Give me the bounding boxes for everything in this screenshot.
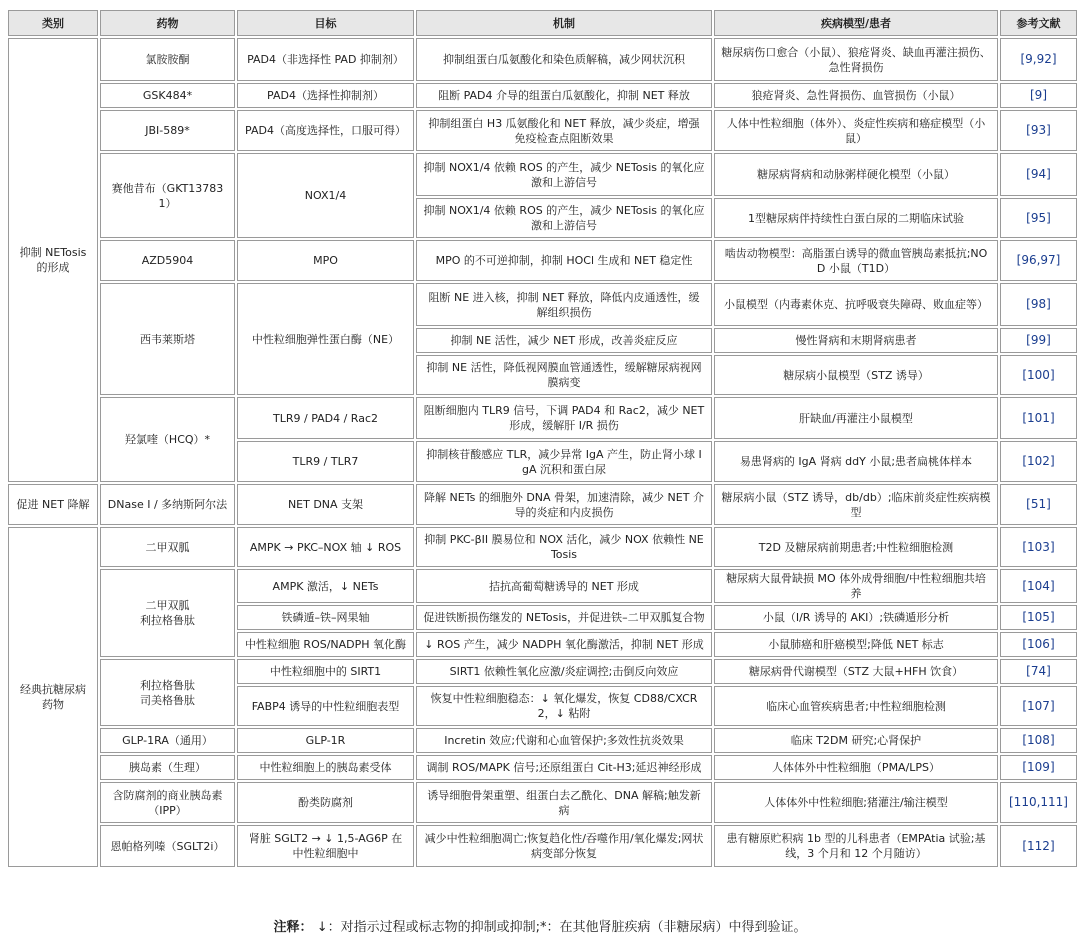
mechanism-cell: 减少中性粒细胞凋亡;恢复趋化性/吞噬作用/氧化爆发;网状病变部分恢复	[416, 825, 712, 867]
mechanism-cell: 诱导细胞骨架重塑、组蛋白去乙酰化、DNA 解稿;触发新病	[416, 782, 712, 823]
mechanism-cell: 抑制 PKC-βII 膜易位和 NOX 活化，减少 NOX 依赖性 NETosis	[416, 527, 712, 567]
table-row	[8, 569, 1077, 603]
reference-cell: [96,97]	[1000, 240, 1077, 281]
drug-cell: 西韦莱斯塔	[100, 283, 235, 395]
model-cell: 啮齿动物模型：高脂蛋白诱导的微血管胰岛素抵抗;NOD 小鼠（T1D）	[714, 240, 998, 281]
reference-cell: [98]	[1000, 283, 1077, 326]
reference-cell: [99]	[1000, 328, 1077, 353]
target-cell: GLP-1R	[237, 728, 414, 753]
reference-cell: [106]	[1000, 632, 1077, 657]
drug-cell: DNase I / 多纳斯阿尔法	[100, 484, 235, 525]
target-cell: TLR9 / TLR7	[237, 441, 414, 482]
category-cell: 促进 NET 降解	[8, 484, 98, 525]
model-cell: 小鼠肺癌和肝癌模型;降低 NET 标志	[714, 632, 998, 657]
model-cell: 糖尿病小鼠（STZ 诱导，db/db）;临床前炎症性疾病模型	[714, 484, 998, 525]
header-drug: 药物	[100, 10, 235, 36]
drug-table-container	[6, 8, 1075, 869]
target-cell: AMPK 激活，↓ NETs	[237, 569, 414, 603]
table-row	[8, 755, 1077, 780]
table-row	[8, 283, 1077, 326]
table-row	[8, 659, 1077, 684]
table-footnote	[0, 916, 1080, 935]
table-row	[8, 728, 1077, 753]
header-target: 目标	[237, 10, 414, 36]
reference-cell: [9,92]	[1000, 38, 1077, 81]
reference-cell: [51]	[1000, 484, 1077, 525]
footnote-text: ↓：对指示过程或标志物的抑制或抑制;*：在其他肾脏疾病（非糖尿病）中得到验证。	[316, 920, 807, 935]
target-cell: 中性粒细胞 ROS/NADPH 氧化酶	[237, 632, 414, 657]
mechanism-cell: Incretin 效应;代谢和心血管保护;多效性抗炎效果	[416, 728, 712, 753]
reference-cell: [102]	[1000, 441, 1077, 482]
footnote-label: 注释：	[273, 920, 313, 935]
drug-cell: 二甲双胍 利拉格鲁肽	[100, 569, 235, 657]
reference-cell: [110,111]	[1000, 782, 1077, 823]
table-row	[8, 110, 1077, 151]
drug-cell: GLP-1RA（通用）	[100, 728, 235, 753]
model-cell: 狼疮肾炎、急性肾损伤、血管损伤（小鼠）	[714, 83, 998, 108]
reference-cell: [94]	[1000, 153, 1077, 196]
mechanism-cell: 抑制 NE 活性，减少 NET 形成，改善炎症反应	[416, 328, 712, 353]
reference-cell: [100]	[1000, 355, 1077, 395]
table-row	[8, 782, 1077, 823]
target-cell: FABP4 诱导的中性粒细胞表型	[237, 686, 414, 726]
model-cell: 人体中性粒细胞（体外）、炎症性疾病和癌症模型（小鼠）	[714, 110, 998, 151]
drug-cell: AZD5904	[100, 240, 235, 281]
mechanism-cell: 抑制 NOX1/4 依赖 ROS 的产生，减少 NETosis 的氧化应激和上游信号	[416, 153, 712, 196]
model-cell: 人体体外中性粒细胞（PMA/LPS）	[714, 755, 998, 780]
reference-cell: [107]	[1000, 686, 1077, 726]
reference-cell: [93]	[1000, 110, 1077, 151]
mechanism-cell: ↓ ROS 产生，减少 NADPH 氧化酶激活，抑制 NET 形成	[416, 632, 712, 657]
mechanism-cell: 阻断细胞内 TLR9 信号，下调 PAD4 和 Rac2，减少 NET 形成，缓解肝 I/R 损伤	[416, 397, 712, 439]
table-row	[8, 38, 1077, 81]
model-cell: T2D 及糖尿病前期患者;中性粒细胞检测	[714, 527, 998, 567]
drug-cell: JBI-589*	[100, 110, 235, 151]
target-cell: 肾脏 SGLT2 → ↓ 1,5-AG6P 在中性粒细胞中	[237, 825, 414, 867]
model-cell: 人体体外中性粒细胞;猪灌注/输注模型	[714, 782, 998, 823]
table-row	[8, 825, 1077, 867]
model-cell: 易患肾病的 IgA 肾病 ddY 小鼠;患者扁桃体样本	[714, 441, 998, 482]
target-cell: 中性粒细胞中的 SIRT1	[237, 659, 414, 684]
target-cell: NOX1/4	[237, 153, 414, 238]
drug-cell: 含防腐剂的商业胰岛素（IPP）	[100, 782, 235, 823]
mechanism-cell: 阻断 PAD4 介导的组蛋白瓜氨酸化，抑制 NET 释放	[416, 83, 712, 108]
reference-cell: [103]	[1000, 527, 1077, 567]
mechanism-cell: 促进铁断损伤继发的 NETosis，并促进铁–二甲双胍复合物	[416, 605, 712, 630]
reference-cell: [108]	[1000, 728, 1077, 753]
mechanism-cell: 降解 NETs 的细胞外 DNA 骨架，加速清除，减少 NET 介导的炎症和内皮损伤	[416, 484, 712, 525]
model-cell: 糖尿病肾病和动脉粥样硬化模型（小鼠）	[714, 153, 998, 196]
mechanism-cell: 拮抗高葡萄糖诱导的 NET 形成	[416, 569, 712, 603]
reference-cell: [95]	[1000, 198, 1077, 238]
table-row	[8, 153, 1077, 196]
mechanism-cell: MPO 的不可逆抑制，抑制 HOCl 生成和 NET 稳定性	[416, 240, 712, 281]
model-cell: 临床 T2DM 研究;心肾保护	[714, 728, 998, 753]
target-cell: PAD4（选择性抑制剂）	[237, 83, 414, 108]
reference-cell: [105]	[1000, 605, 1077, 630]
drug-cell: 氯胺胺酮	[100, 38, 235, 81]
drug-cell: 赛他昔布（GKT137831）	[100, 153, 235, 238]
mechanism-cell: 调制 ROS/MAPK 信号;还原组蛋白 Cit-H3;延迟神经形成	[416, 755, 712, 780]
mechanism-cell: 恢复中性粒细胞稳态：↓ 氧化爆发，恢复 CD88/CXCR2，↓ 粘附	[416, 686, 712, 726]
mechanism-cell: 抑制核苷酸感应 TLR，减少异常 IgA 产生，防止肾小球 IgA 沉积和蛋白尿	[416, 441, 712, 482]
header-category: 类别	[8, 10, 98, 36]
model-cell: 糖尿病大鼠骨缺损 MO 体外成骨细胞/中性粒细胞共培养	[714, 569, 998, 603]
model-cell: 糖尿病小鼠模型（STZ 诱导）	[714, 355, 998, 395]
header-row	[8, 10, 1077, 36]
target-cell: PAD4（非选择性 PAD 抑制剂）	[237, 38, 414, 81]
model-cell: 慢性肾病和末期肾病患者	[714, 328, 998, 353]
target-cell: 酚类防腐剂	[237, 782, 414, 823]
reference-cell: [112]	[1000, 825, 1077, 867]
target-cell: AMPK → PKC–NOX 轴 ↓ ROS	[237, 527, 414, 567]
table-row	[8, 484, 1077, 525]
header-mechanism: 机制	[416, 10, 712, 36]
target-cell: 中性粒细胞上的胰岛素受体	[237, 755, 414, 780]
category-cell: 抑制 NETosis 的形成	[8, 38, 98, 482]
category-cell: 经典抗糖尿病药物	[8, 527, 98, 867]
reference-cell: [104]	[1000, 569, 1077, 603]
table-row	[8, 527, 1077, 567]
header-reference: 参考文献	[1000, 10, 1077, 36]
model-cell: 糖尿病骨代谢模型（STZ 大鼠+HFH 饮食）	[714, 659, 998, 684]
model-cell: 糖尿病伤口愈合（小鼠）、狼疮肾炎、缺血再灌注损伤、急性肾损伤	[714, 38, 998, 81]
model-cell: 小鼠（I/R 诱导的 AKI）;铁磷遁形分析	[714, 605, 998, 630]
table-row	[8, 240, 1077, 281]
mechanism-cell: 抑制 NE 活性，降低视网膜血管通透性，缓解糖尿病视网膜病变	[416, 355, 712, 395]
reference-cell: [9]	[1000, 83, 1077, 108]
drug-table	[6, 8, 1079, 869]
reference-cell: [109]	[1000, 755, 1077, 780]
mechanism-cell: 阻断 NE 进入核，抑制 NET 释放，降低内皮通透性，缓解组织损伤	[416, 283, 712, 326]
model-cell: 临床心血管疾病患者;中性粒细胞检测	[714, 686, 998, 726]
model-cell: 患有糖原贮积病 1b 型的儿科患者（EMPAtia 试验;基线，3 个月和 12 个月随访）	[714, 825, 998, 867]
mechanism-cell: 抑制 NOX1/4 依赖 ROS 的产生，减少 NETosis 的氧化应激和上游信号	[416, 198, 712, 238]
mechanism-cell: 抑制组蛋白瓜氨酸化和染色质解稿，减少网状沉积	[416, 38, 712, 81]
drug-cell: 二甲双胍	[100, 527, 235, 567]
model-cell: 1型糖尿病伴持续性白蛋白尿的二期临床试验	[714, 198, 998, 238]
mechanism-cell: SIRT1 依赖性氧化应激/炎症调控;击倒反向效应	[416, 659, 712, 684]
target-cell: TLR9 / PAD4 / Rac2	[237, 397, 414, 439]
drug-cell: 胰岛素（生理）	[100, 755, 235, 780]
drug-cell: 利拉格鲁肽 司美格鲁肽	[100, 659, 235, 726]
drug-cell: GSK484*	[100, 83, 235, 108]
target-cell: 中性粒细胞弹性蛋白酶（NE）	[237, 283, 414, 395]
target-cell: 铁磷遁–铁–网果轴	[237, 605, 414, 630]
drug-cell: 恩帕格列嗪（SGLT2i）	[100, 825, 235, 867]
mechanism-cell: 抑制组蛋白 H3 瓜氨酸化和 NET 释放，减少炎症，增强免疫检查点阻断效果	[416, 110, 712, 151]
table-row	[8, 83, 1077, 108]
target-cell: PAD4（高度选择性，口服可得）	[237, 110, 414, 151]
table-row	[8, 397, 1077, 439]
model-cell: 小鼠模型（内毒素休克、抗呼吸衰失障碍、败血症等）	[714, 283, 998, 326]
reference-cell: [101]	[1000, 397, 1077, 439]
drug-cell: 羟氯喹（HCQ）*	[100, 397, 235, 482]
target-cell: NET DNA 支架	[237, 484, 414, 525]
target-cell: MPO	[237, 240, 414, 281]
header-model: 疾病模型/患者	[714, 10, 998, 36]
reference-cell: [74]	[1000, 659, 1077, 684]
model-cell: 肝缺血/再灌注小鼠模型	[714, 397, 998, 439]
